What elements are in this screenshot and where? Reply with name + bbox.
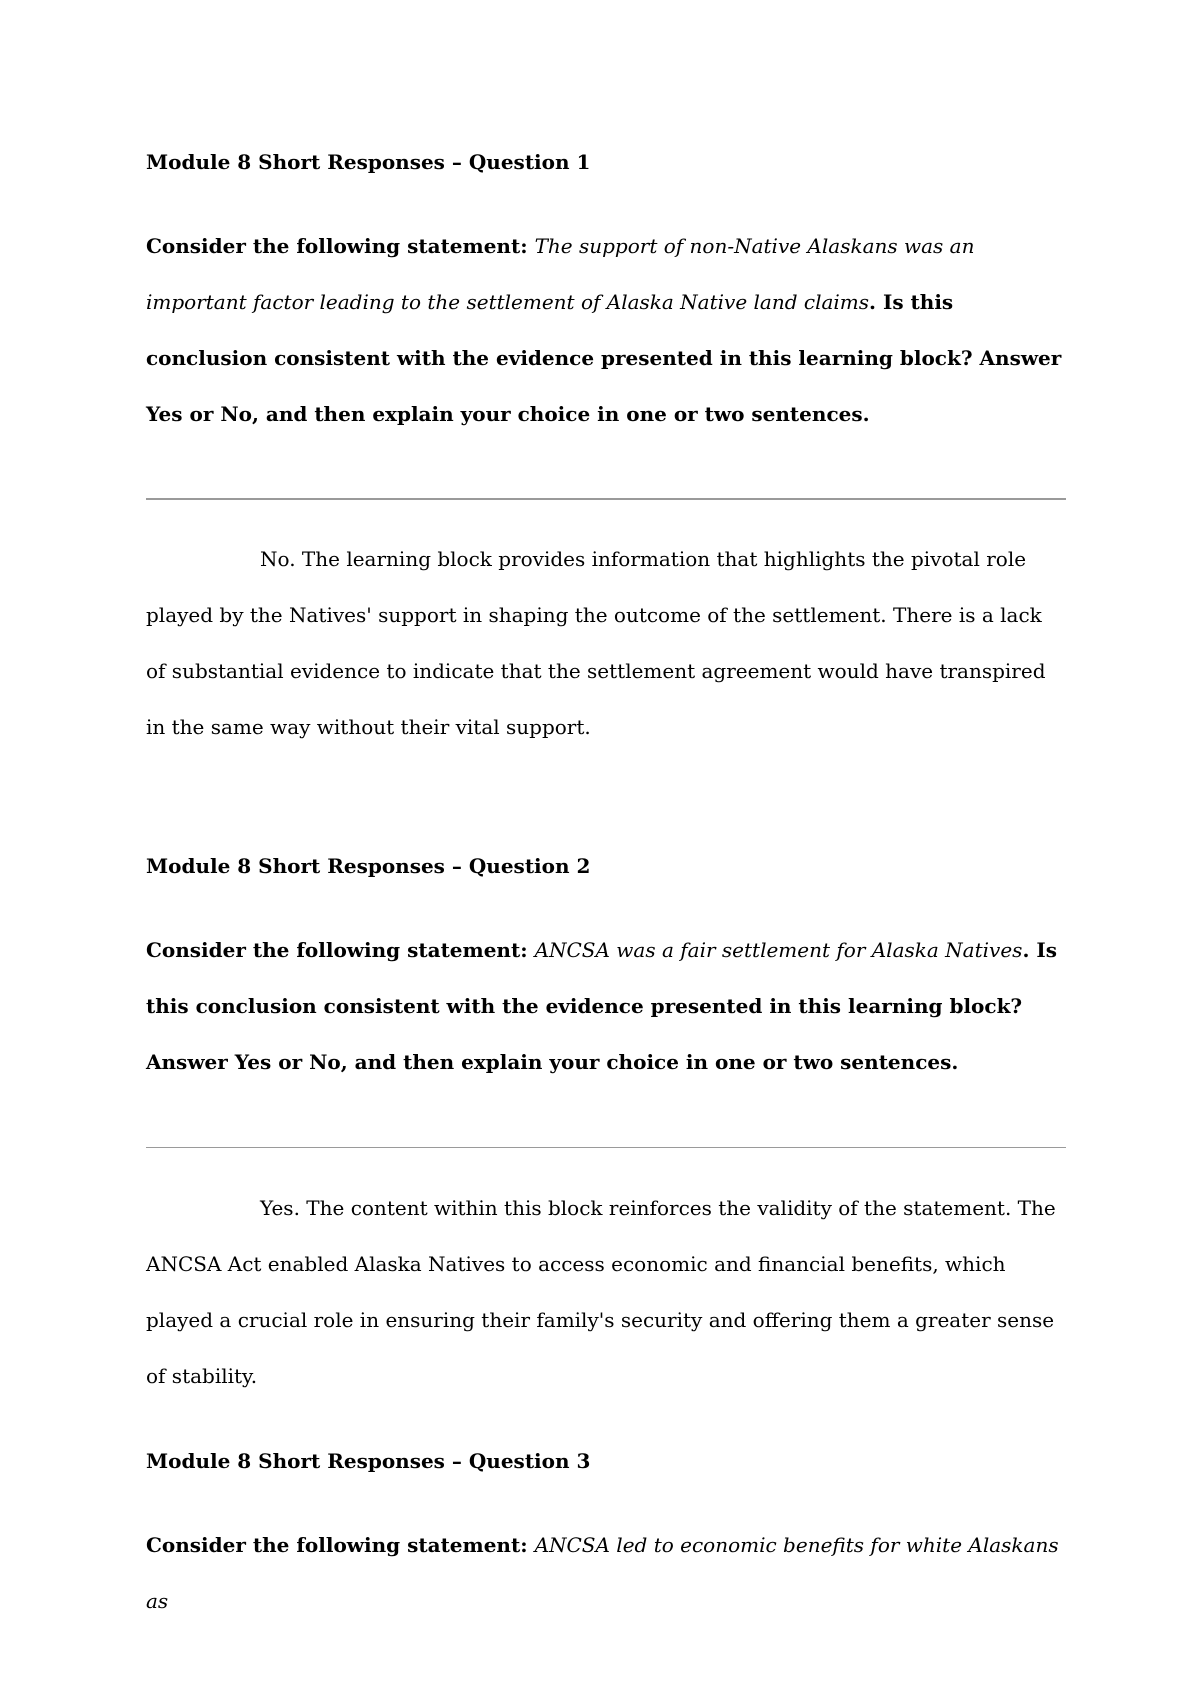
question-1-statement: The support of non-Native Alaskans was an important factor leading to the settlement of Alaska Native land claims — [146, 234, 975, 314]
question-2-prompt — [146, 922, 1066, 1090]
question-3-statement: ANCSA led to economic benefits for white Alaskans as — [146, 1533, 1059, 1613]
question-2-answer-divider — [146, 1147, 1066, 1148]
question-3-prompt-lead: Consider the following statement: — [146, 1533, 528, 1557]
question-1-answer: No. The learning block provides information that highlights the pivotal role played by the Natives' support in shaping the outcome of the settlement. There is a lack of substantial evidence to indicate that the settlement agreement would have transpired in the same way without their vital support. — [146, 547, 1046, 739]
question-2-prompt-tail: . Is this conclusion consistent with the evidence presented in this learning block? Answer Yes or No, and then explain your choice in one or two sentences. — [146, 938, 1057, 1074]
question-1-prompt-tail: . Is this conclusion consistent with the evidence presented in this learning block? Answer Yes or No, and then explain your choice in one or two sentences. — [146, 290, 1062, 426]
question-1-heading: Module 8 Short Responses – Question 1 — [146, 150, 591, 174]
question-2-heading: Module 8 Short Responses – Question 2 — [146, 854, 591, 878]
question-1-prompt-lead: Consider the following statement: — [146, 234, 528, 258]
question-2-prompt-lead: Consider the following statement: — [146, 938, 528, 962]
question-3-prompt — [146, 1517, 1066, 1629]
question-2-answer: Yes. The content within this block reinforces the validity of the statement. The ANCSA Act enabled Alaska Natives to access economic and financial benefits, which played a crucial role in ensuring their family's security and offering them a greater sense of stability. — [146, 1196, 1056, 1388]
question-1-prompt — [146, 218, 1066, 442]
question-2-statement: ANCSA was a fair settlement for Alaska Natives — [534, 938, 1023, 962]
question-3-heading: Module 8 Short Responses – Question 3 — [146, 1449, 591, 1473]
question-1-answer-divider — [146, 498, 1066, 500]
